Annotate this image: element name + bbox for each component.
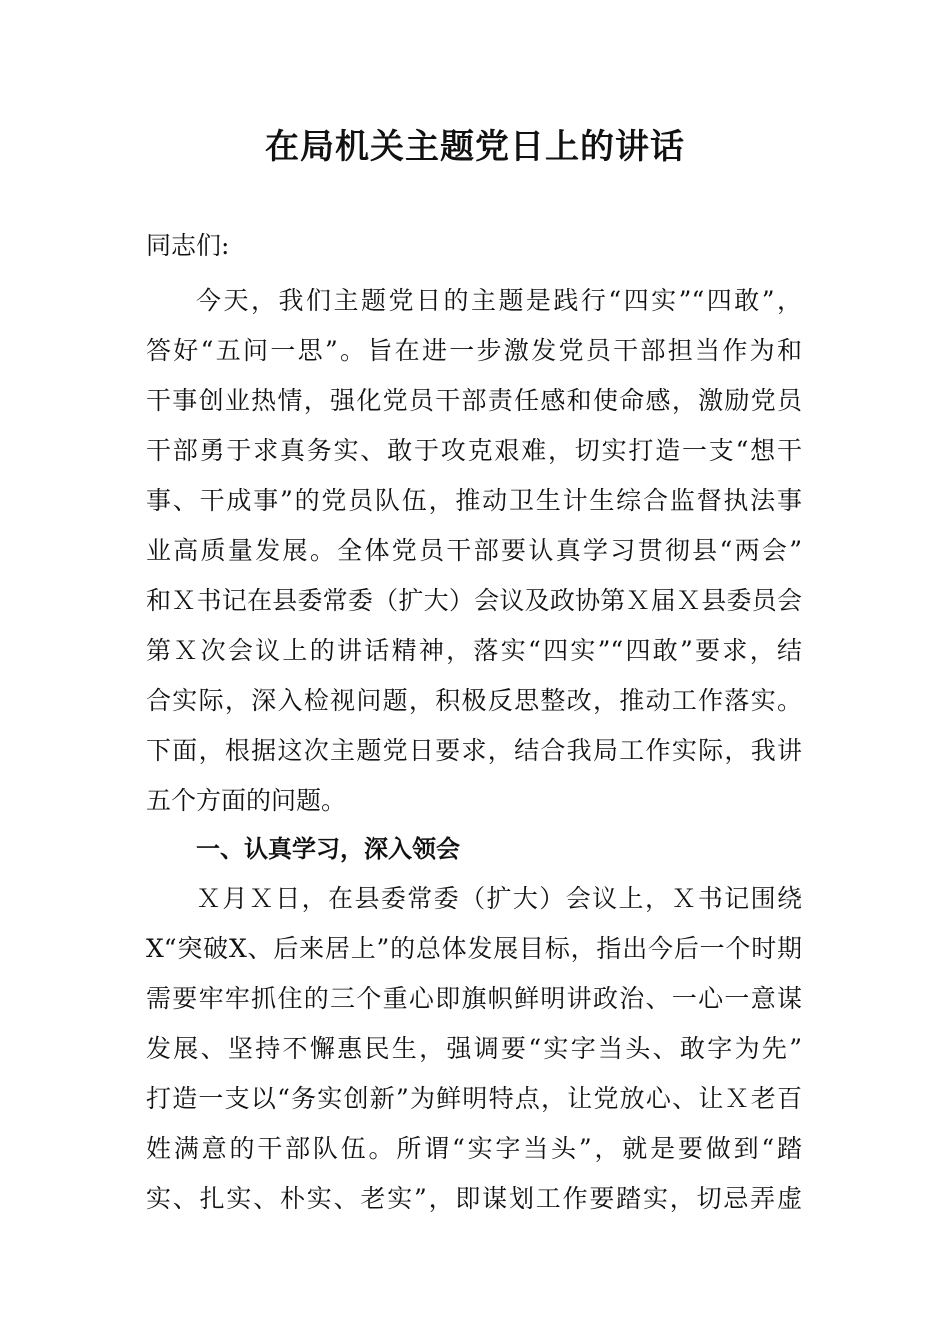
body-line: 答好“五问一思”。旨在进一步激发党员干部担当作为和 bbox=[146, 336, 802, 365]
body-line: 发展、坚持不懈惠民生，强调要“实字当头、敢字为先” bbox=[146, 1034, 802, 1063]
body-line: 合实际，深入检视问题，积极反思整改，推动工作落实。 bbox=[146, 686, 802, 715]
salutation: 同志们: bbox=[146, 231, 230, 260]
body-line: 五个方面的问题。 bbox=[146, 786, 347, 815]
body-line: 业高质量发展。全体党员干部要认真学习贯彻县“两会” bbox=[146, 536, 802, 565]
body-line: 打造一支以“务实创新”为鲜明特点，让党放心、让Ｘ老百 bbox=[146, 1084, 802, 1113]
body-line: 今天，我们主题党日的主题是践行“四实”“四敢”， bbox=[196, 286, 802, 315]
body-line: X“突破X、后来居上”的总体发展目标，指出今后一个时期 bbox=[146, 934, 802, 963]
body-line: Ｘ月Ｘ日，在县委常委（扩大）会议上，Ｘ书记围绕 bbox=[196, 884, 802, 913]
body-line: 和Ｘ书记在县委常委（扩大）会议及政协第Ｘ届Ｘ县委员会 bbox=[146, 586, 802, 615]
body-line: 需要牢牢抓住的三个重心即旗帜鲜明讲政治、一心一意谋 bbox=[146, 984, 802, 1013]
body-line: 姓满意的干部队伍。所谓“实字当头”，就是要做到“踏 bbox=[146, 1134, 802, 1163]
section-heading: 一、认真学习，深入领会 bbox=[196, 835, 460, 863]
body-line: 实、扎实、朴实、老实”，即谋划工作要踏实，切忌弄虚 bbox=[146, 1184, 802, 1213]
body-line: 第Ｘ次会议上的讲话精神，落实“四实”“四敢”要求，结 bbox=[146, 636, 802, 665]
document-title: 在局机关主题党日上的讲话 bbox=[265, 127, 685, 167]
body-line: 干事创业热情，强化党员干部责任感和使命感，激励党员 bbox=[146, 386, 802, 415]
body-line: 事、干成事”的党员队伍，推动卫生计生综合监督执法事 bbox=[146, 486, 802, 515]
body-line: 干部勇于求真务实、敢于攻克艰难，切实打造一支“想干 bbox=[146, 436, 802, 465]
body-line: 下面，根据这次主题党日要求，结合我局工作实际，我讲 bbox=[146, 736, 802, 765]
